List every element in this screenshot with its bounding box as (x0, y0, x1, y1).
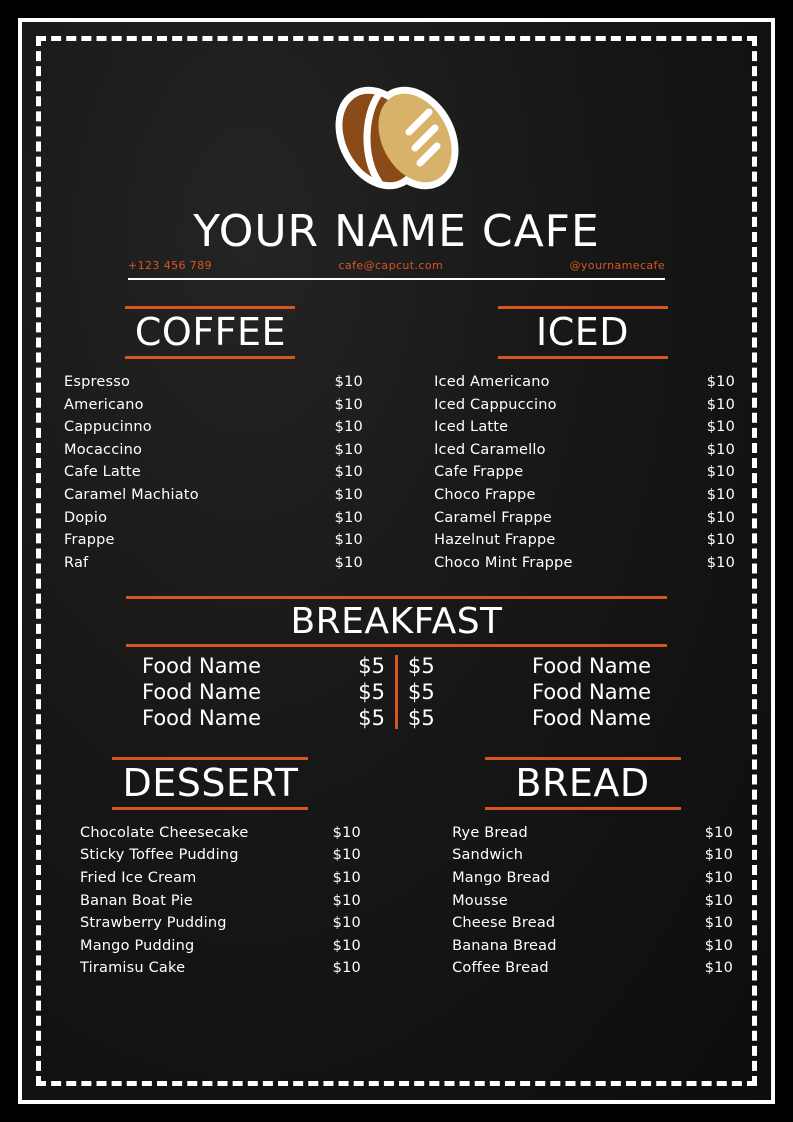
menu-item-name: Coffee Bread (452, 960, 549, 977)
menu-item-price: $10 (706, 419, 735, 436)
menu-item-name: Cheese Bread (452, 915, 556, 932)
menu-item-price: $10 (706, 532, 735, 549)
menu-item-price: $10 (332, 937, 361, 954)
iced-rule-bottom (498, 356, 668, 359)
menu-item-row (64, 506, 363, 529)
breakfast-right-column (408, 653, 651, 731)
menu-item-name: Mango Pudding (80, 937, 195, 954)
menu-item-name: Sticky Toffee Pudding (80, 847, 239, 864)
breakfast-item-price: $5 (358, 653, 385, 678)
menu-item-row (64, 371, 363, 394)
menu-item-row (80, 867, 361, 890)
menu-item-price: $10 (704, 937, 733, 954)
menu-item-name: Rye Bread (452, 824, 528, 841)
breakfast-rule-bottom (126, 644, 667, 647)
breakfast-left-column (142, 653, 385, 731)
menu-item-row (434, 552, 735, 575)
dessert-column (52, 757, 369, 980)
menu-item-name: Cappucinno (64, 419, 152, 436)
iced-column (424, 306, 741, 574)
menu-item-price: $10 (332, 915, 361, 932)
breakfast-item-row (142, 679, 385, 705)
menu-item-row (434, 506, 735, 529)
menu-item-name: Banana Bread (452, 937, 557, 954)
menu-item-name: Frappe (64, 532, 115, 549)
bread-column (424, 757, 741, 980)
menu-item-price: $10 (334, 554, 363, 571)
menu-item-price: $10 (334, 532, 363, 549)
menu-item-name: Iced Cappuccino (434, 396, 557, 413)
menu-item-name: Dopio (64, 509, 108, 526)
menu-item-row (64, 484, 363, 507)
menu-item-name: Choco Frappe (434, 487, 536, 504)
menu-item-row (452, 957, 733, 980)
menu-item-price: $10 (704, 847, 733, 864)
menu-item-row (434, 461, 735, 484)
menu-item-name: Raf (64, 554, 89, 571)
menu-item-row (452, 844, 733, 867)
iced-title: ICED (536, 310, 630, 354)
menu-item-name: Caramel Machiato (64, 487, 199, 504)
menu-item-price: $10 (706, 464, 735, 481)
menu-item-price: $10 (706, 509, 735, 526)
menu-item-row (80, 844, 361, 867)
menu-item-price: $10 (334, 396, 363, 413)
menu-item-price: $10 (334, 374, 363, 391)
breakfast-item-name: Food Name (532, 653, 651, 678)
menu-item-price: $10 (332, 892, 361, 909)
menu-item-price: $10 (704, 824, 733, 841)
menu-item-name: Americano (64, 396, 144, 413)
coffee-rule-bottom (125, 356, 295, 359)
menu-item-row (64, 393, 363, 416)
breakfast-divider (395, 655, 398, 729)
menu-item-price: $10 (332, 870, 361, 887)
bread-title: BREAD (515, 760, 650, 805)
menu-item-name: Tiramisu Cake (80, 960, 186, 977)
menu-item-row (434, 393, 735, 416)
menu-item-row (64, 529, 363, 552)
breakfast-item-name: Food Name (142, 705, 261, 730)
dessert-rule-bottom (112, 807, 308, 810)
menu-item-row (452, 867, 733, 890)
breakfast-item-price: $5 (358, 679, 385, 704)
menu-item-price: $10 (706, 374, 735, 391)
brand-divider (128, 278, 665, 280)
menu-item-row (64, 461, 363, 484)
menu-item-price: $10 (332, 847, 361, 864)
breakfast-item-price: $5 (408, 653, 435, 678)
coffee-iced-section (52, 306, 741, 574)
menu-item-row (80, 957, 361, 980)
menu-item-name: Fried Ice Cream (80, 870, 197, 887)
menu-item-price: $10 (704, 870, 733, 887)
contact-phone: +123 456 789 (128, 259, 212, 272)
menu-item-name: Strawberry Pudding (80, 915, 227, 932)
menu-item-row (452, 935, 733, 958)
menu-item-price: $10 (704, 892, 733, 909)
menu-item-row (434, 416, 735, 439)
contact-social: @yournamecafe (569, 259, 665, 272)
dessert-title: DESSERT (122, 760, 299, 805)
breakfast-item-name: Food Name (532, 705, 651, 730)
dessert-heading (52, 757, 369, 810)
menu-item-row (434, 371, 735, 394)
menu-item-price: $10 (334, 419, 363, 436)
menu-item-price: $10 (704, 960, 733, 977)
breakfast-table (126, 653, 667, 731)
breakfast-item-name: Food Name (532, 679, 651, 704)
menu-item-row (64, 552, 363, 575)
iced-items (424, 371, 741, 574)
menu-item-name: Iced Latte (434, 419, 509, 436)
contact-row (52, 259, 741, 272)
menu-item-price: $10 (332, 960, 361, 977)
menu-item-row (64, 416, 363, 439)
breakfast-item-price: $5 (408, 705, 435, 730)
dessert-bread-section (52, 757, 741, 980)
coffee-bean-logo-icon (317, 76, 477, 200)
menu-item-price: $10 (334, 509, 363, 526)
menu-item-price: $10 (334, 487, 363, 504)
breakfast-item-name: Food Name (142, 679, 261, 704)
menu-item-name: Iced Americano (434, 374, 550, 391)
coffee-column (52, 306, 369, 574)
menu-item-price: $10 (706, 441, 735, 458)
menu-item-row (434, 484, 735, 507)
breakfast-heading (126, 596, 667, 647)
menu-item-name: Banan Boat Pie (80, 892, 193, 909)
menu-item-name: Mousse (452, 892, 508, 909)
menu-item-name: Espresso (64, 374, 131, 391)
menu-frame (18, 18, 775, 1104)
menu-item-name: Sandwich (452, 847, 524, 864)
breakfast-item-name: Food Name (142, 653, 261, 678)
menu-item-price: $10 (332, 824, 361, 841)
menu-item-name: Cafe Latte (64, 464, 141, 481)
iced-heading (424, 306, 741, 359)
menu-item-name: Hazelnut Frappe (434, 532, 556, 549)
menu-item-price: $10 (706, 487, 735, 504)
menu-item-name: Cafe Frappe (434, 464, 524, 481)
bread-items (424, 822, 741, 980)
coffee-items (52, 371, 369, 574)
menu-item-name: Choco Mint Frappe (434, 554, 573, 571)
brand-title: YOUR NAME CAFE (193, 206, 600, 257)
breakfast-item-row (408, 653, 651, 679)
menu-item-row (452, 889, 733, 912)
breakfast-item-row (142, 653, 385, 679)
contact-email: cafe@capcut.com (338, 259, 444, 272)
menu-item-row (80, 912, 361, 935)
menu-item-price: $10 (706, 554, 735, 571)
menu-item-name: Chocolate Cheesecake (80, 824, 249, 841)
coffee-title: COFFEE (134, 310, 287, 354)
menu-item-row (64, 439, 363, 462)
breakfast-title: BREAKFAST (290, 601, 503, 643)
menu-item-price: $10 (334, 464, 363, 481)
breakfast-item-row (408, 679, 651, 705)
menu-item-name: Caramel Frappe (434, 509, 552, 526)
breakfast-item-price: $5 (408, 679, 435, 704)
logo-container (52, 76, 741, 200)
dessert-items (52, 822, 369, 980)
menu-item-row (452, 822, 733, 845)
menu-item-row (452, 912, 733, 935)
breakfast-section (52, 596, 741, 731)
menu-item-row (80, 935, 361, 958)
menu-content (52, 48, 741, 1074)
menu-item-name: Mango Bread (452, 870, 551, 887)
menu-item-name: Iced Caramello (434, 441, 546, 458)
breakfast-item-row (408, 705, 651, 731)
menu-item-row (80, 822, 361, 845)
menu-item-name: Mocaccino (64, 441, 143, 458)
breakfast-item-price: $5 (358, 705, 385, 730)
bread-rule-bottom (485, 807, 681, 810)
menu-item-price: $10 (334, 441, 363, 458)
breakfast-item-row (142, 705, 385, 731)
menu-item-row (434, 529, 735, 552)
menu-item-price: $10 (704, 915, 733, 932)
menu-item-price: $10 (706, 396, 735, 413)
menu-item-row (434, 439, 735, 462)
bread-heading (424, 757, 741, 810)
coffee-heading (52, 306, 369, 359)
menu-item-row (80, 889, 361, 912)
